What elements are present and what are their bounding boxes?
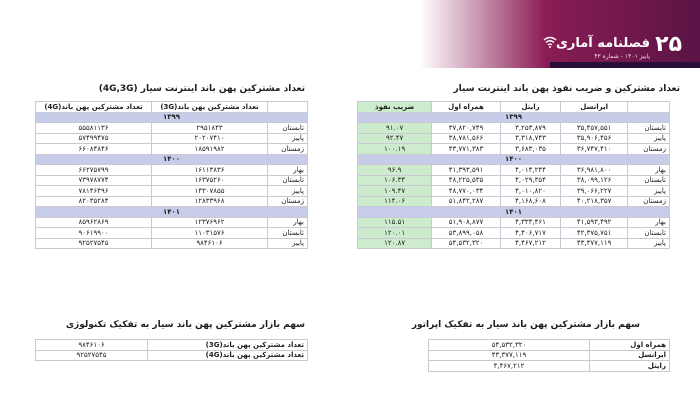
table-row: [36, 228, 308, 239]
right-table: [357, 101, 670, 249]
table-row: [358, 196, 670, 207]
g3-cell: ۱۴۳۰۷۸۵۵: [152, 186, 268, 197]
g3-cell: ۲۹۵۱۸۴۳: [152, 123, 268, 134]
season-cell: تابستان: [268, 123, 308, 134]
share-label: ایرانسل: [590, 350, 670, 361]
share-row: [36, 340, 308, 351]
g4-cell: ۹۰۶۱۹۹۰۰: [36, 228, 152, 239]
g3-cell: ۹۸۴۶۱۰۶: [152, 238, 268, 249]
season-cell: زمستان: [268, 196, 308, 207]
right-table-title: تعداد مشترکین و ضریب نفوذ پهن باند اینترنت سیار: [453, 84, 680, 94]
g4-cell: ۷۳۹۷۸۷۷۴: [36, 175, 152, 186]
table-row: [36, 238, 308, 249]
irancell-cell: ۴۱,۵۹۳,۴۹۲: [561, 217, 628, 228]
table-row: [358, 238, 670, 249]
page-header: [0, 0, 700, 68]
irancell-cell: ۳۵,۹۰۶,۴۵۶: [561, 133, 628, 144]
tech-share-title: سهم بازار مشترکین پهن باند سیار به تفکیک تکنولوژی: [65, 320, 305, 330]
g4-cell: ۸۵۹۶۲۸۶۹: [36, 217, 152, 228]
season-cell: زمستان: [268, 144, 308, 155]
year-label: ۱۴۰۰: [358, 154, 670, 165]
rightel-cell: ۴,۰۲۹,۳۵۴: [500, 175, 561, 186]
share-value: ۹۸۴۶۱۰۶: [36, 340, 148, 351]
share-row: [36, 350, 308, 361]
mci-cell: ۴۸,۷۷۰,۰۳۴: [432, 186, 501, 197]
mci-cell: ۵۱,۸۴۲,۲۸۷: [432, 196, 501, 207]
season-cell: پاییز: [268, 133, 308, 144]
season-cell: زمستان: [628, 144, 670, 155]
penetration-cell: ۱۱۵.۵۱: [358, 217, 432, 228]
rightel-cell: ۴,۴۶۷,۲۱۲: [500, 238, 561, 249]
table-row: [36, 144, 308, 155]
irancell-cell: ۳۶,۹۸۱,۸۰۰: [561, 165, 628, 176]
share-value: ۹۲۵۲۷۵۴۵: [36, 350, 148, 361]
season-cell: بهار: [628, 165, 670, 176]
year-row: [358, 154, 670, 165]
column-header: ضریب نفوذ: [358, 102, 432, 113]
season-cell: زمستان: [628, 196, 670, 207]
table-row: [358, 175, 670, 186]
irancell-cell: ۳۶,۷۴۷,۴۱۰: [561, 144, 628, 155]
penetration-cell: ۱۰۹.۴۷: [358, 186, 432, 197]
header-stripe: [550, 62, 700, 68]
season-cell: تابستان: [628, 228, 670, 239]
mci-cell: ۳۷,۸۲۰,۷۴۹: [432, 123, 501, 134]
wifi-icon: [543, 36, 557, 48]
g4-cell: ۸۲۰۳۵۲۸۴: [36, 196, 152, 207]
g4-cell: ۵۵۵۸۱۱۳۶: [36, 123, 152, 134]
rightel-cell: ۴,۳۳۳,۴۶۱: [500, 217, 561, 228]
table-row: [36, 133, 308, 144]
share-row: [429, 350, 670, 361]
table-row: [358, 186, 670, 197]
season-cell: بهار: [628, 217, 670, 228]
season-cell: بهار: [268, 217, 308, 228]
penetration-cell: ۱۲۰.۸۷: [358, 238, 432, 249]
g4-cell: ۶۶۲۷۵۷۹۹: [36, 165, 152, 176]
rightel-cell: ۴,۴۰۶,۷۱۷: [500, 228, 561, 239]
table-header-row: [36, 102, 308, 113]
year-row: [36, 112, 308, 123]
season-cell: بهار: [268, 165, 308, 176]
g3-cell: ۱۶۳۷۵۲۶۰: [152, 175, 268, 186]
g3-cell: ۱۶۱۱۳۸۳۶: [152, 165, 268, 176]
mci-cell: ۵۳,۸۹۹,۰۵۸: [432, 228, 501, 239]
table-row: [358, 123, 670, 134]
g4-cell: ۷۸۱۴۶۴۹۶: [36, 186, 152, 197]
table-row: [36, 217, 308, 228]
g4-cell: ۵۷۴۹۹۴۷۵: [36, 133, 152, 144]
year-label: ۱۳۹۹: [36, 112, 308, 123]
g3-cell: ۲۰۲۰۷۴۱۰: [152, 133, 268, 144]
rightel-cell: ۴,۰۱۰,۸۲۰: [500, 186, 561, 197]
irancell-cell: ۳۹,۰۶۶,۲۲۷: [561, 186, 628, 197]
g3-cell: ۱۲۳۷۶۹۶۲: [152, 217, 268, 228]
mci-cell: ۴۱,۳۹۳,۵۹۱: [432, 165, 501, 176]
penetration-cell: ۱۰۶.۳۴: [358, 175, 432, 186]
season-cell: تابستان: [628, 123, 670, 134]
operator-share-table: [428, 339, 670, 372]
share-label: همراه اول: [590, 340, 670, 351]
year-row: [358, 207, 670, 218]
season-cell: پاییز: [628, 133, 670, 144]
table-row: [36, 175, 308, 186]
tech-share-table: [35, 339, 308, 361]
issue-number: ۲۵: [655, 32, 682, 57]
mci-cell: ۴۳,۷۷۱,۳۸۳: [432, 144, 501, 155]
table-header-row: [358, 102, 670, 113]
table-row: [36, 165, 308, 176]
share-value: ۴۳,۳۷۷,۱۱۹: [429, 350, 590, 361]
penetration-cell: ۹۲.۴۷: [358, 133, 432, 144]
irancell-cell: ۳۵,۴۵۷,۵۵۱: [561, 123, 628, 134]
publication-subtitle: پاییز ۱۴۰۱ - شماره ۴۳: [594, 53, 650, 60]
operator-share-title: سهم بازار مشترکین پهن باند سیار به تفکیک اپراتور: [411, 320, 640, 330]
column-header: رایتل: [500, 102, 561, 113]
season-cell: تابستان: [268, 228, 308, 239]
rightel-cell: ۳,۶۸۳,۰۳۵: [500, 144, 561, 155]
penetration-cell: ۱۲۰.۰۱: [358, 228, 432, 239]
left-table-title: تعداد مشترکین پهن باند اینترنت سیار (4G,3G): [98, 84, 305, 94]
column-header: [268, 102, 308, 113]
g3-cell: ۱۲۸۳۳۹۶۸: [152, 196, 268, 207]
share-label: تعداد مشترکین پهن باند(3G): [148, 340, 308, 351]
season-cell: پاییز: [268, 186, 308, 197]
irancell-cell: ۴۲,۳۷۵,۷۵۱: [561, 228, 628, 239]
g3-cell: ۱۱۰۳۱۵۷۶: [152, 228, 268, 239]
mci-cell: ۵۱,۹۰۸,۸۷۷: [432, 217, 501, 228]
share-value: ۵۴,۵۳۲,۳۲۰: [429, 340, 590, 351]
table-row: [358, 217, 670, 228]
share-value: ۴,۴۶۷,۲۱۲: [429, 361, 590, 372]
left-table: [35, 101, 308, 249]
penetration-cell: ۱۱۴.۰۶: [358, 196, 432, 207]
year-label: ۱۴۰۱: [358, 207, 670, 218]
table-row: [36, 123, 308, 134]
season-cell: پاییز: [628, 186, 670, 197]
table-row: [358, 165, 670, 176]
table-row: [358, 144, 670, 155]
rightel-cell: ۴,۰۱۴,۲۴۴: [500, 165, 561, 176]
table-row: [358, 133, 670, 144]
g3-cell: ۱۸۵۹۱۹۸۲: [152, 144, 268, 155]
mci-cell: ۳۸,۷۸۱,۵۶۶: [432, 133, 501, 144]
rightel-cell: ۳,۲۵۳,۸۷۹: [500, 123, 561, 134]
season-cell: پاییز: [628, 238, 670, 249]
penetration-cell: ۹۱.۰۷: [358, 123, 432, 134]
table-row: [358, 228, 670, 239]
year-row: [36, 207, 308, 218]
share-row: [429, 361, 670, 372]
year-label: ۱۴۰۰: [36, 154, 308, 165]
year-row: [36, 154, 308, 165]
season-cell: تابستان: [268, 175, 308, 186]
g4-cell: ۹۲۵۲۷۵۴۵: [36, 238, 152, 249]
share-row: [429, 340, 670, 351]
year-label: ۱۴۰۱: [36, 207, 308, 218]
penetration-cell: ۱۰۰.۱۹: [358, 144, 432, 155]
column-header: تعداد مشترکین پهن باند(3G): [152, 102, 268, 113]
irancell-cell: ۳۸,۰۹۹,۱۲۶: [561, 175, 628, 186]
season-cell: پاییز: [268, 238, 308, 249]
share-label: تعداد مشترکین پهن باند(4G): [148, 350, 308, 361]
year-label: ۱۳۹۹: [358, 112, 670, 123]
irancell-cell: ۴۳,۳۷۷,۱۱۹: [561, 238, 628, 249]
mci-cell: ۵۴,۵۳۲,۳۲۰: [432, 238, 501, 249]
publication-title: فصلنامه آماری: [555, 36, 650, 51]
column-header: ایرانسل: [561, 102, 628, 113]
share-label: رایتل: [590, 361, 670, 372]
rightel-cell: ۳,۳۱۸,۷۴۳: [500, 133, 561, 144]
mci-cell: ۴۸,۲۲۵,۵۳۵: [432, 175, 501, 186]
column-header: همراه اول: [432, 102, 501, 113]
season-cell: تابستان: [628, 175, 670, 186]
year-row: [358, 112, 670, 123]
rightel-cell: ۴,۱۶۸,۶۰۸: [500, 196, 561, 207]
penetration-cell: ۹۶.۹: [358, 165, 432, 176]
table-row: [36, 186, 308, 197]
column-header: [628, 102, 670, 113]
g4-cell: ۶۶۰۸۴۸۴۶: [36, 144, 152, 155]
table-row: [36, 196, 308, 207]
irancell-cell: ۴۰,۲۱۸,۳۵۷: [561, 196, 628, 207]
column-header: تعداد مشترکین پهن باند(4G): [36, 102, 152, 113]
